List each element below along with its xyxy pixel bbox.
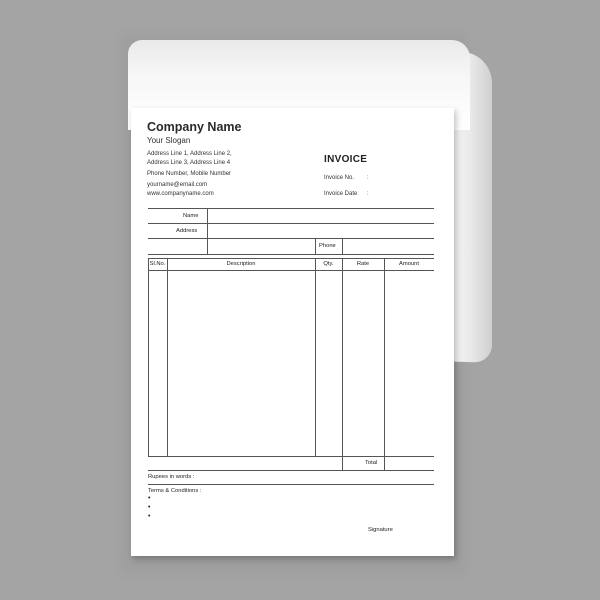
invoice-sheet [131,108,454,556]
address-line-1: Address Line 1, Address Line 2, [147,151,232,157]
col-divider-rate [384,258,385,470]
col-header-qty: Qty. [323,261,334,267]
company-email: yourname@email.com [147,182,208,188]
rupees-in-words-label: Rupees in words : [148,474,195,480]
invoice-date-label: Invoice Date [324,191,358,197]
table-body-bottom-rule [148,456,434,457]
table-left-edge [148,258,149,456]
name-label: Name [183,213,199,219]
table-header-rule [148,270,434,271]
address-line-2: Address Line 3, Address Line 4 [147,160,231,166]
company-website: www.companyname.com [147,191,214,197]
rupees-rule [148,484,434,485]
terms-bullet: • [148,495,151,502]
company-name: Company Name [147,120,242,134]
invoice-title: INVOICE [324,154,368,165]
customer-top-rule [148,208,434,209]
terms-bullet: • [148,513,151,520]
phone-label: Phone [319,243,336,249]
terms-label: Terms & Conditions : [148,488,202,494]
col-header-description: Description [226,261,256,267]
col-divider-slno [167,258,168,456]
phone-divider-right [342,239,343,254]
col-divider-description [315,258,316,456]
invoice-date-colon: : [367,191,369,197]
invoice-number-label: Invoice No. [324,175,355,181]
customer-address-rule [148,238,434,239]
company-phone: Phone Number, Mobile Number [147,171,232,177]
col-header-rate: Rate [356,261,370,267]
signature-label: Signature [368,527,393,533]
total-label: Total [365,460,378,466]
customer-label-divider [207,208,208,254]
terms-bullet: • [148,504,151,511]
address-label: Address [176,228,198,234]
table-total-rule [148,470,434,471]
table-top-rule [148,258,434,259]
col-header-slno: Sl.No. [149,261,166,267]
company-slogan: Your Slogan [147,136,191,145]
invoice-number-colon: : [367,175,369,181]
customer-phone-rule [148,254,434,255]
customer-name-rule [148,223,434,224]
col-divider-qty [342,258,343,470]
col-header-amount: Amount [399,261,419,267]
phone-divider-left [315,239,316,254]
